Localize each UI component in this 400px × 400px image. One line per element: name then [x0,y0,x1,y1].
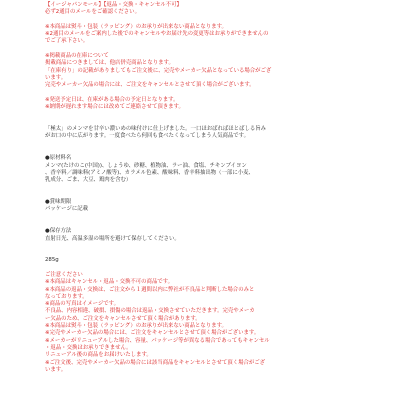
footer-notice-line: 不良品、内容相違、破損、損傷の場合は返品・交換させていただきます。完売やメーカ [45,308,255,315]
footer-notice-line: ※本商品は熨斗・包装（ラッピング）のお承りが出来ない商品となります。 [45,323,227,330]
warning-line: ※発送予定日は、在庫がある場合の予定日となります。 [45,96,179,103]
warning-line: でご了承下さい。 [45,38,89,45]
warning-line: います。 [45,74,67,81]
footer-notice-line: リニューアル後の商品をお届けいたします。 [45,352,152,359]
footer-notice-section [45,272,375,374]
description-line: 「極太」のメンマを甘辛い濃いめの味付けに仕上げました。一口ほおばればほとばしる旨み [45,126,267,133]
warning-line: ※2通目のメールをご案内した後でのキャンセルやお届け先の変更等はお承りができませんの [45,31,269,38]
footer-notice-line: ※完売やメーカー欠品の場合には、ご注文をキャンセルとさせて頂く場合がございます。 [45,330,260,337]
product-notice-document [45,2,375,374]
footer-notice-line: ー欠品のため、ご注文をキャンセルさせて頂く場合があります。 [45,315,201,322]
footer-notice-header: ご注意ください [45,271,83,278]
ingredients-line: 乳成分、ごま、大豆、鶏肉を含む） [45,177,132,184]
warning-line: 完売やメーカー欠品の場合には、ご注文をキャンセルとさせて頂く場合がございます。 [45,82,255,89]
warning-line: ※掲載商品の在庫について [45,53,109,60]
store-header-line: 【イージャパンモール】【返品・交換・キャンセル不可】 [45,2,182,8]
warning-line: 掲載商品につきましては、他店併売商品となります。 [45,60,174,67]
warning-line: 「在庫有り」の記載がありましてもご注文後に、完売やメーカー欠品となっている場合がござ [45,67,272,74]
warning-line: ※本商品は熨斗・包装（ラッピング）のお承りが出来ない商品となります。 [45,23,227,30]
ingredients-section [45,155,375,184]
footer-notice-line: ※メーカーがリニューアルした場合、容量、パッケージ等が異なる場合であってもキャンセル [45,337,270,344]
product-description [45,126,375,141]
warning-line: ※納期が遅れます場合には改めてご連絡させて頂きます。 [45,104,184,111]
storage-section [45,228,375,243]
description-line: がお口の中に広がります。一度食べたら何回も食べたくなってしまう人気商品です。 [45,133,249,140]
storage-value: 直射日光、高温多湿の場所を避けて保存してください。 [45,235,180,242]
footer-notice-line: います。 [45,366,67,373]
footer-notice-line: なっております。 [45,293,88,300]
product-weight: 285g [45,257,59,264]
expiry-header: ●賞味期限 [45,199,72,206]
footer-notice-line: ※商品の写真はイメージです。 [45,301,120,308]
footer-notice-line: ※本商品はキャンセル・返品・交換不可の商品です。 [45,279,174,286]
ingredients-line: メンマ(たけのこ(中国))、しょうゆ、砂糖、植物油、ラー油、食塩、チキンブイヨン [45,162,247,169]
footer-notice-line: ・返品・交換はお承りできません。 [45,344,132,351]
expiry-value: パッケージに記載 [45,206,89,213]
stock-warning-block [45,53,375,89]
email-notice-line: 必ず2通目のメールをご確認ください。 [45,9,140,16]
expiry-section [45,199,375,214]
wrapping-warning-block [45,24,375,46]
footer-notice-line: ※本商品の返品・交換は、ご注文から１週間以内に弊社が不良品と判断した場合のみと [45,286,255,293]
footer-notice-line: ※ご注文後、完売やメーカー欠品の場合には該当商品をキャンセルとさせて頂く場合がござ [45,359,266,366]
ingredients-header: ●原材料名 [45,155,72,162]
ingredients-line: 、香辛料／調味料(アミノ酸等)、カラメル色素、酸味料、香辛料抽出物（一部に小麦、 [45,169,254,176]
storage-header: ●保存方法 [45,228,72,235]
shipping-warning-block [45,97,375,112]
